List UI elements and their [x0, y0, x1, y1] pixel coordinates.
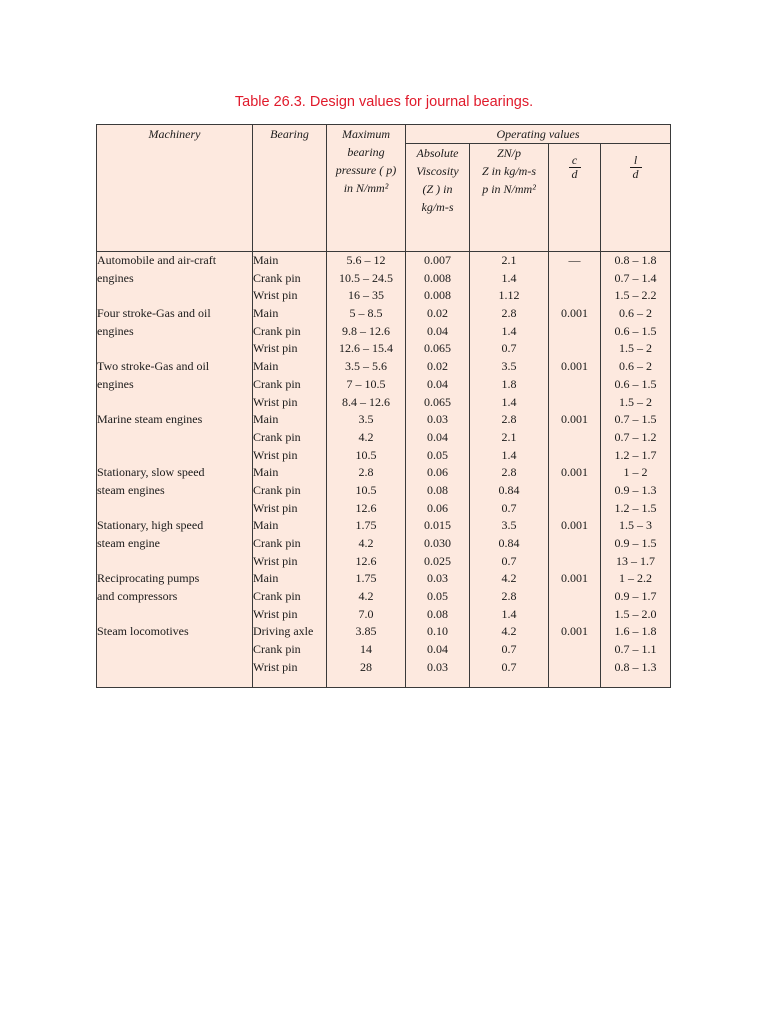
- c-over-d-value: 0.001: [561, 465, 588, 480]
- znp-cell: [470, 358, 549, 411]
- bearing-cell-line: Main: [253, 465, 279, 480]
- pressure-cell-line: 1.75: [355, 518, 377, 533]
- c-over-d-cell: [549, 517, 601, 570]
- pressure-cell-line: 10.5: [355, 482, 377, 497]
- l-over-d-cell-line: 0.9 – 1.3: [614, 482, 657, 497]
- znp-cell-line: 0.7: [501, 659, 517, 674]
- viscosity-cell-line: 0.08: [427, 606, 448, 621]
- znp-cell-line: 2.1: [501, 429, 517, 444]
- l-over-d-cell-line: 1 – 2.2: [619, 571, 652, 586]
- pressure-cell-line: 5.6 – 12: [346, 253, 386, 267]
- viscosity-cell-line: 0.05: [427, 447, 448, 462]
- pressure-cell: [327, 411, 406, 464]
- viscosity-cell-line: 0.03: [427, 571, 448, 586]
- machinery-cell-line: Marine steam engines: [97, 412, 203, 427]
- bearing-cell-line: Wrist pin: [253, 659, 298, 674]
- pressure-cell-line: 9.8 – 12.6: [342, 323, 390, 338]
- viscosity-cell-line: 0.065: [424, 341, 451, 356]
- pressure-cell-line: 12.6: [355, 553, 377, 568]
- znp-cell: [470, 570, 549, 623]
- viscosity-cell-line: 0.05: [427, 589, 448, 604]
- c-over-d-value: 0.001: [561, 571, 588, 586]
- znp-cell-line: 1.12: [498, 288, 520, 303]
- viscosity-cell-line: 0.065: [424, 394, 451, 409]
- journal-bearing-table: [96, 124, 671, 688]
- pressure-cell-line: 4.2: [358, 536, 374, 550]
- c-over-d-value: 0.001: [561, 359, 588, 374]
- bearing-cell-line: Wrist pin: [253, 606, 298, 621]
- bearing-cell: [253, 517, 327, 570]
- machinery-cell-line: Two stroke-Gas and oil: [97, 359, 210, 374]
- znp-cell: [470, 464, 549, 517]
- machinery-cell-line: Four stroke-Gas and oil: [97, 306, 211, 321]
- l-over-d-cell: [601, 464, 671, 517]
- header-l-over-d: $\frac{l}{d}$: [601, 144, 671, 252]
- l-over-d-cell-line: 13 – 1.7: [616, 553, 655, 568]
- pressure-cell: [327, 358, 406, 411]
- znp-cell-line: 1.4: [501, 270, 517, 285]
- viscosity-cell: [406, 623, 470, 687]
- table-row: [97, 623, 671, 687]
- machinery-cell: [97, 358, 253, 411]
- znp-cell: [470, 305, 549, 358]
- pressure-cell: [327, 570, 406, 623]
- l-over-d-cell-line: 1.6 – 1.8: [614, 624, 657, 639]
- viscosity-cell-line: 0.007: [424, 253, 451, 267]
- znp-cell-line: 4.2: [501, 571, 517, 586]
- c-over-d-value: 0.001: [561, 518, 588, 533]
- l-over-d-cell-line: 0.7 – 1.5: [614, 412, 657, 427]
- pressure-cell: [327, 517, 406, 570]
- c-over-d-cell: [549, 305, 601, 358]
- viscosity-cell: [406, 517, 470, 570]
- machinery-cell: [97, 623, 253, 687]
- bearing-cell-line: Crank pin: [253, 429, 301, 444]
- bearing-cell-line: Crank pin: [253, 589, 301, 604]
- bearing-cell: [253, 464, 327, 517]
- viscosity-cell-line: 0.015: [424, 518, 451, 533]
- znp-cell: [470, 411, 549, 464]
- znp-cell-line: 0.84: [498, 536, 520, 550]
- bearing-cell-line: Wrist pin: [253, 500, 298, 515]
- c-over-d-value: 0.001: [561, 412, 588, 427]
- znp-cell: [470, 252, 549, 306]
- pressure-cell-line: 16 – 35: [348, 288, 384, 303]
- pressure-cell-line: 1.75: [355, 571, 377, 586]
- bearing-cell-line: Main: [253, 306, 279, 321]
- pressure-cell-line: 3.5 – 5.6: [345, 359, 387, 374]
- pressure-cell-line: 10.5 – 24.5: [339, 270, 393, 285]
- l-over-d-cell-line: 0.8 – 1.8: [614, 253, 657, 267]
- znp-cell-line: 4.2: [501, 624, 517, 639]
- table-row: [97, 252, 671, 306]
- l-over-d-cell: [601, 411, 671, 464]
- viscosity-cell-line: 0.008: [424, 288, 451, 303]
- viscosity-cell-line: 0.02: [427, 306, 448, 321]
- machinery-cell-line: Steam locomotives: [97, 624, 189, 639]
- header-c-over-d: $\frac{c}{d}$: [549, 144, 601, 252]
- l-over-d-cell-line: 1.5 – 2: [619, 394, 652, 409]
- viscosity-cell-line: 0.04: [427, 323, 448, 338]
- viscosity-cell-line: 0.04: [427, 642, 448, 657]
- viscosity-cell-line: 0.06: [427, 465, 448, 480]
- viscosity-cell: [406, 305, 470, 358]
- znp-cell-line: 3.5: [501, 359, 517, 374]
- bearing-cell-line: Wrist pin: [253, 288, 298, 303]
- c-over-d-cell: [549, 358, 601, 411]
- machinery-cell-line: steam engines: [97, 482, 165, 497]
- pressure-cell: [327, 623, 406, 687]
- l-over-d-cell-line: 1.5 – 3: [619, 518, 652, 533]
- bearing-cell-line: Main: [253, 518, 279, 533]
- l-over-d-cell-line: 1 – 2: [623, 465, 648, 480]
- c-over-d-cell: [549, 623, 601, 687]
- header-viscosity: Absolute Viscosity (Z ) in kg/m-s: [406, 144, 470, 252]
- pressure-cell-line: 12.6 – 15.4: [339, 341, 393, 356]
- machinery-cell: [97, 252, 253, 306]
- viscosity-cell-line: 0.008: [424, 270, 451, 285]
- machinery-cell: [97, 570, 253, 623]
- znp-cell-line: 1.4: [501, 606, 517, 621]
- l-over-d-cell-line: 1.2 – 1.5: [614, 500, 657, 515]
- l-over-d-cell-line: 1.5 – 2.0: [614, 606, 657, 621]
- znp-cell-line: 1.8: [501, 376, 517, 391]
- l-over-d-cell-line: 0.7 – 1.2: [614, 429, 657, 444]
- pressure-cell-line: 4.2: [358, 429, 374, 444]
- l-over-d-cell-line: 0.6 – 2: [619, 359, 652, 374]
- pressure-cell-line: 3.5: [358, 412, 374, 427]
- viscosity-cell-line: 0.025: [424, 553, 451, 568]
- viscosity-cell: [406, 358, 470, 411]
- machinery-cell: [97, 517, 253, 570]
- c-over-d-value: —: [568, 253, 581, 267]
- pressure-cell-line: 5 – 8.5: [349, 306, 383, 321]
- bearing-cell-line: Driving axle: [253, 624, 314, 639]
- znp-cell-line: 0.7: [501, 341, 517, 356]
- l-over-d-cell: [601, 570, 671, 623]
- viscosity-cell: [406, 464, 470, 517]
- znp-cell: [470, 517, 549, 570]
- bearing-cell-line: Main: [253, 359, 279, 374]
- bearing-cell-line: Crank pin: [253, 376, 301, 391]
- machinery-cell: [97, 464, 253, 517]
- table-row: [97, 305, 671, 358]
- table-row: [97, 411, 671, 464]
- bearing-cell-line: Wrist pin: [253, 553, 298, 568]
- bearing-cell-line: Main: [253, 571, 279, 586]
- l-over-d-cell-line: 0.9 – 1.5: [614, 536, 657, 550]
- bearing-cell: [253, 305, 327, 358]
- viscosity-cell: [406, 570, 470, 623]
- bearing-cell-line: Crank pin: [253, 323, 301, 338]
- bearing-cell: [253, 358, 327, 411]
- l-over-d-cell: [601, 358, 671, 411]
- bearing-cell: [253, 411, 327, 464]
- pressure-cell-line: 28: [360, 659, 372, 674]
- znp-cell-line: 2.8: [501, 306, 517, 321]
- viscosity-cell-line: 0.02: [427, 359, 448, 374]
- viscosity-cell: [406, 411, 470, 464]
- pressure-cell: [327, 305, 406, 358]
- l-over-d-cell: [601, 517, 671, 570]
- machinery-cell-line: Stationary, high speed: [97, 518, 204, 533]
- c-over-d-value: 0.001: [561, 306, 588, 321]
- pressure-cell-line: 12.6: [355, 500, 377, 515]
- pressure-cell-line: 7.0: [358, 606, 374, 621]
- pressure-cell-line: 14: [360, 642, 372, 657]
- bearing-cell-line: Main: [253, 253, 279, 267]
- znp-cell: [470, 623, 549, 687]
- machinery-cell-line: engines: [97, 270, 134, 285]
- bearing-cell-line: Wrist pin: [253, 394, 298, 409]
- viscosity-cell-line: 0.04: [427, 429, 448, 444]
- machinery-cell-line: Stationary, slow speed: [97, 465, 205, 480]
- pressure-cell: [327, 252, 406, 306]
- table-row: [97, 570, 671, 623]
- pressure-cell-line: 8.4 – 12.6: [342, 394, 390, 409]
- l-over-d-cell-line: 0.6 – 1.5: [614, 376, 657, 391]
- c-over-d-cell: [549, 570, 601, 623]
- l-over-d-cell-line: 1.5 – 2.2: [614, 288, 657, 303]
- table-title: Table 26.3. Design values for journal bearings.: [234, 94, 534, 110]
- table-row: [97, 517, 671, 570]
- bearing-cell: [253, 623, 327, 687]
- znp-cell-line: 0.84: [498, 482, 520, 497]
- machinery-cell-line: steam engine: [97, 536, 160, 550]
- viscosity-cell-line: 0.030: [424, 536, 451, 550]
- znp-cell-line: 3.5: [501, 518, 517, 533]
- l-over-d-cell-line: 0.9 – 1.7: [614, 589, 657, 604]
- znp-cell-line: 2.8: [501, 589, 517, 604]
- l-over-d-cell: [601, 252, 671, 306]
- znp-cell-line: 0.7: [501, 500, 517, 515]
- pressure-cell-line: 3.85: [355, 624, 377, 639]
- l-over-d-cell: [601, 623, 671, 687]
- l-over-d-cell-line: 1.2 – 1.7: [614, 447, 657, 462]
- header-operating-values: Operating values: [406, 125, 671, 144]
- bearing-cell-line: Crank pin: [253, 482, 301, 497]
- pressure-cell-line: 10.5: [355, 447, 377, 462]
- viscosity-cell: [406, 252, 470, 306]
- header-machinery: Machinery: [97, 125, 253, 252]
- table-row: [97, 358, 671, 411]
- c-over-d-cell: [549, 252, 601, 306]
- l-over-d-cell-line: 0.7 – 1.4: [614, 270, 657, 285]
- l-over-d-cell-line: 1.5 – 2: [619, 341, 652, 356]
- header-znp: ZN/p Z in kg/m-s p in N/mm²: [470, 144, 549, 252]
- bearing-cell-line: Wrist pin: [253, 447, 298, 462]
- viscosity-cell-line: 0.08: [427, 482, 448, 497]
- pressure-cell-line: 4.2: [358, 589, 374, 604]
- viscosity-cell-line: 0.03: [427, 659, 448, 674]
- pressure-cell-line: 2.8: [358, 465, 374, 480]
- l-over-d-cell-line: 0.7 – 1.1: [614, 642, 657, 657]
- machinery-cell: [97, 411, 253, 464]
- l-over-d-cell-line: 0.6 – 2: [619, 306, 652, 321]
- viscosity-cell-line: 0.04: [427, 376, 448, 391]
- znp-cell-line: 2.8: [501, 465, 517, 480]
- bearing-cell-line: Wrist pin: [253, 341, 298, 356]
- bearing-cell-line: Main: [253, 412, 279, 427]
- table-row: [97, 464, 671, 517]
- c-over-d-cell: [549, 464, 601, 517]
- viscosity-cell-line: 0.06: [427, 500, 448, 515]
- znp-cell-line: 0.7: [501, 642, 517, 657]
- znp-cell-line: 2.1: [501, 253, 517, 267]
- bearing-cell-line: Crank pin: [253, 270, 301, 285]
- l-over-d-cell: [601, 305, 671, 358]
- znp-cell-line: 1.4: [501, 323, 517, 338]
- l-over-d-cell-line: 0.6 – 1.5: [614, 323, 657, 338]
- bearing-cell: [253, 570, 327, 623]
- l-over-d-cell-line: 0.8 – 1.3: [614, 659, 657, 674]
- znp-cell-line: 0.7: [501, 553, 517, 568]
- bearing-cell-line: Crank pin: [253, 536, 301, 550]
- c-over-d-value: 0.001: [561, 624, 588, 639]
- machinery-cell-line: engines: [97, 376, 134, 391]
- viscosity-cell-line: 0.10: [427, 624, 448, 639]
- viscosity-cell-line: 0.03: [427, 412, 448, 427]
- machinery-cell: [97, 305, 253, 358]
- machinery-cell-line: engines: [97, 323, 134, 338]
- machinery-cell-line: Automobile and air-craft: [97, 253, 217, 267]
- znp-cell-line: 1.4: [501, 394, 517, 409]
- c-over-d-cell: [549, 411, 601, 464]
- machinery-cell-line: and compressors: [97, 589, 178, 604]
- pressure-cell: [327, 464, 406, 517]
- bearing-cell: [253, 252, 327, 306]
- header-max-pressure: Maximum bearing pressure ( p) in N/mm²: [327, 125, 406, 252]
- znp-cell-line: 2.8: [501, 412, 517, 427]
- bearing-cell-line: Crank pin: [253, 642, 301, 657]
- znp-cell-line: 1.4: [501, 447, 517, 462]
- header-bearing: Bearing: [253, 125, 327, 252]
- machinery-cell-line: Reciprocating pumps: [97, 571, 200, 586]
- pressure-cell-line: 7 – 10.5: [346, 376, 386, 391]
